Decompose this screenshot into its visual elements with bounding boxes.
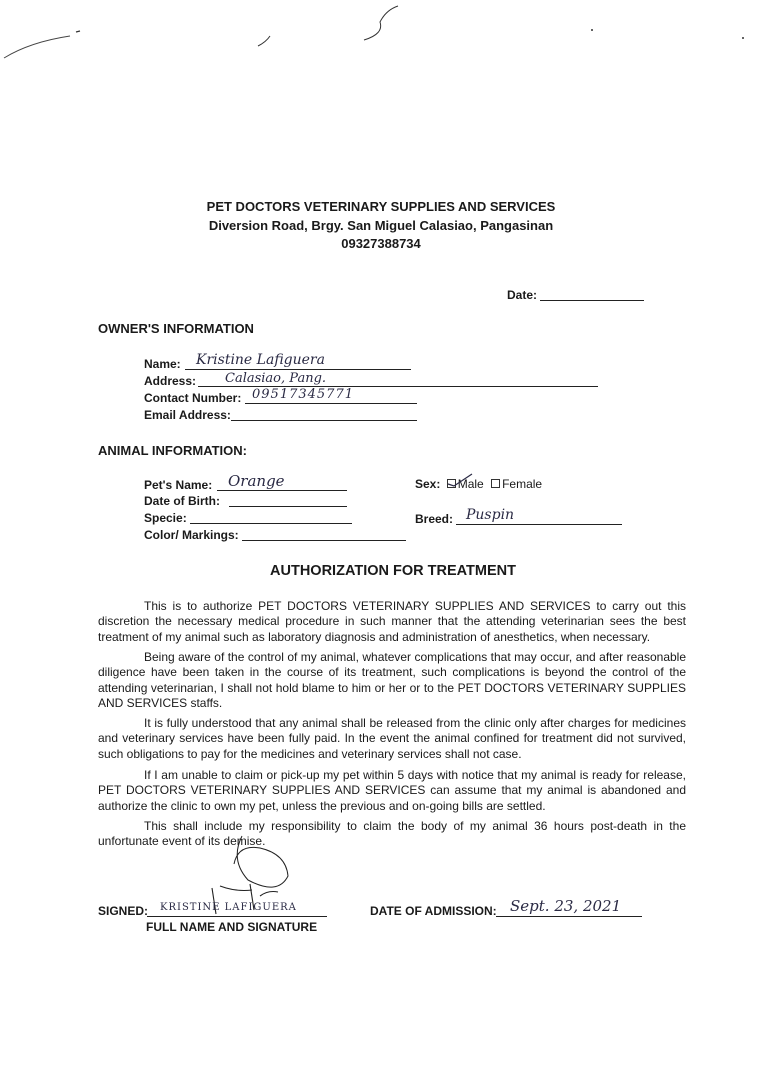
admission-date-value: Sept. 23, 2021 — [510, 897, 622, 915]
pet-name-field[interactable] — [217, 490, 347, 491]
owner-address-value: Calasiao, Pang. — [225, 371, 327, 386]
breed-label: Breed: — [415, 512, 454, 526]
pet-name-value: Orange — [228, 472, 285, 490]
sex-label: Sex: — [415, 477, 441, 491]
animal-section-title: ANIMAL INFORMATION: — [98, 443, 247, 458]
authorization-paragraph-4: If I am unable to claim or pick-up my pet within 5 days with notice that my animal is ready for release, PET DOCTORS VETERINARY SUPPLIES AND SERVICES can assume that my animal is abandoned and authorize the clinic to own my pet, unless the previous and on-going bills are settled. — [98, 768, 686, 813]
authorization-paragraph-1: This is to authorize PET DOCTORS VETERINARY SUPPLIES AND SERVICES to carry out this discretion the necessary medical procedure in such manner that the attending veterinarian sees the best treatment of my animal such as laboratory diagnosis and administration of anesthetics, when necessary. — [98, 599, 686, 644]
signed-label: SIGNED: — [98, 904, 149, 918]
specie-field[interactable] — [190, 523, 352, 524]
contact-number-label: Contact Number: — [144, 391, 242, 405]
signed-name-value: KRISTINE LAFIGUERA — [160, 902, 297, 913]
company-name: PET DOCTORS VETERINARY SUPPLIES AND SERVICES — [206, 199, 556, 214]
authorization-paragraph-3: It is fully understood that any animal shall be released from the clinic only after charges for medicines and veterinary services have been fully paid. In the event the animal confined for treatment did not survived, such obligations to pay for the medicines and veterinary services shall not case. — [98, 716, 686, 761]
date-label: Date: — [507, 288, 538, 302]
scan-marks — [0, 0, 762, 70]
contact-number-value: 09517345771 — [252, 387, 354, 402]
breed-field[interactable] — [456, 524, 622, 525]
owner-name-field[interactable] — [185, 369, 411, 370]
email-label: Email Address: — [144, 408, 231, 422]
owner-name-label: Name: — [144, 357, 181, 371]
sex-female-checkbox[interactable] — [491, 479, 500, 488]
dob-field[interactable] — [229, 506, 347, 507]
signature-caption: FULL NAME AND SIGNATURE — [146, 920, 318, 934]
authorization-title: AUTHORIZATION FOR TREATMENT — [270, 563, 516, 579]
date-field[interactable] — [540, 300, 644, 301]
company-phone: 09327388734 — [341, 236, 421, 251]
male-check-mark — [446, 472, 478, 490]
color-markings-label: Color/ Markings: — [144, 528, 239, 542]
color-markings-field[interactable] — [242, 540, 406, 541]
signature-field[interactable] — [147, 916, 327, 917]
owner-name-value: Kristine Lafiguera — [196, 352, 325, 368]
breed-value: Puspin — [466, 507, 515, 523]
company-address: Diversion Road, Brgy. San Miguel Calasiao, Pangasinan — [208, 218, 554, 233]
owner-section-title: OWNER'S INFORMATION — [98, 321, 254, 336]
dob-label: Date of Birth: — [144, 494, 220, 508]
pet-name-label: Pet's Name: — [144, 478, 213, 492]
specie-label: Specie: — [144, 511, 187, 525]
sex-female-label: Female — [502, 477, 543, 491]
contact-number-field[interactable] — [245, 403, 417, 404]
authorization-paragraph-2: Being aware of the control of my animal, whatever complications that may occur, and after reasonable diligence have been taken in the course of its treatment, such complications is beyond the control of the attending veterinarian, I shall not hold blame to him or her or to the PET DOCTORS VETERINARY SUPPLIES AND SERVICES staffs. — [98, 650, 686, 710]
admission-date-field[interactable] — [496, 916, 642, 917]
sex-male-label: Male — [457, 477, 484, 491]
sex-field — [415, 477, 542, 491]
authorization-paragraph-5: This shall include my responsibility to claim the body of my animal 36 hours post-death in the unfortunate event of its demise. — [98, 819, 686, 849]
email-field[interactable] — [231, 420, 417, 421]
owner-address-label: Address: — [144, 374, 197, 388]
admission-date-label: DATE OF ADMISSION: — [370, 904, 497, 918]
